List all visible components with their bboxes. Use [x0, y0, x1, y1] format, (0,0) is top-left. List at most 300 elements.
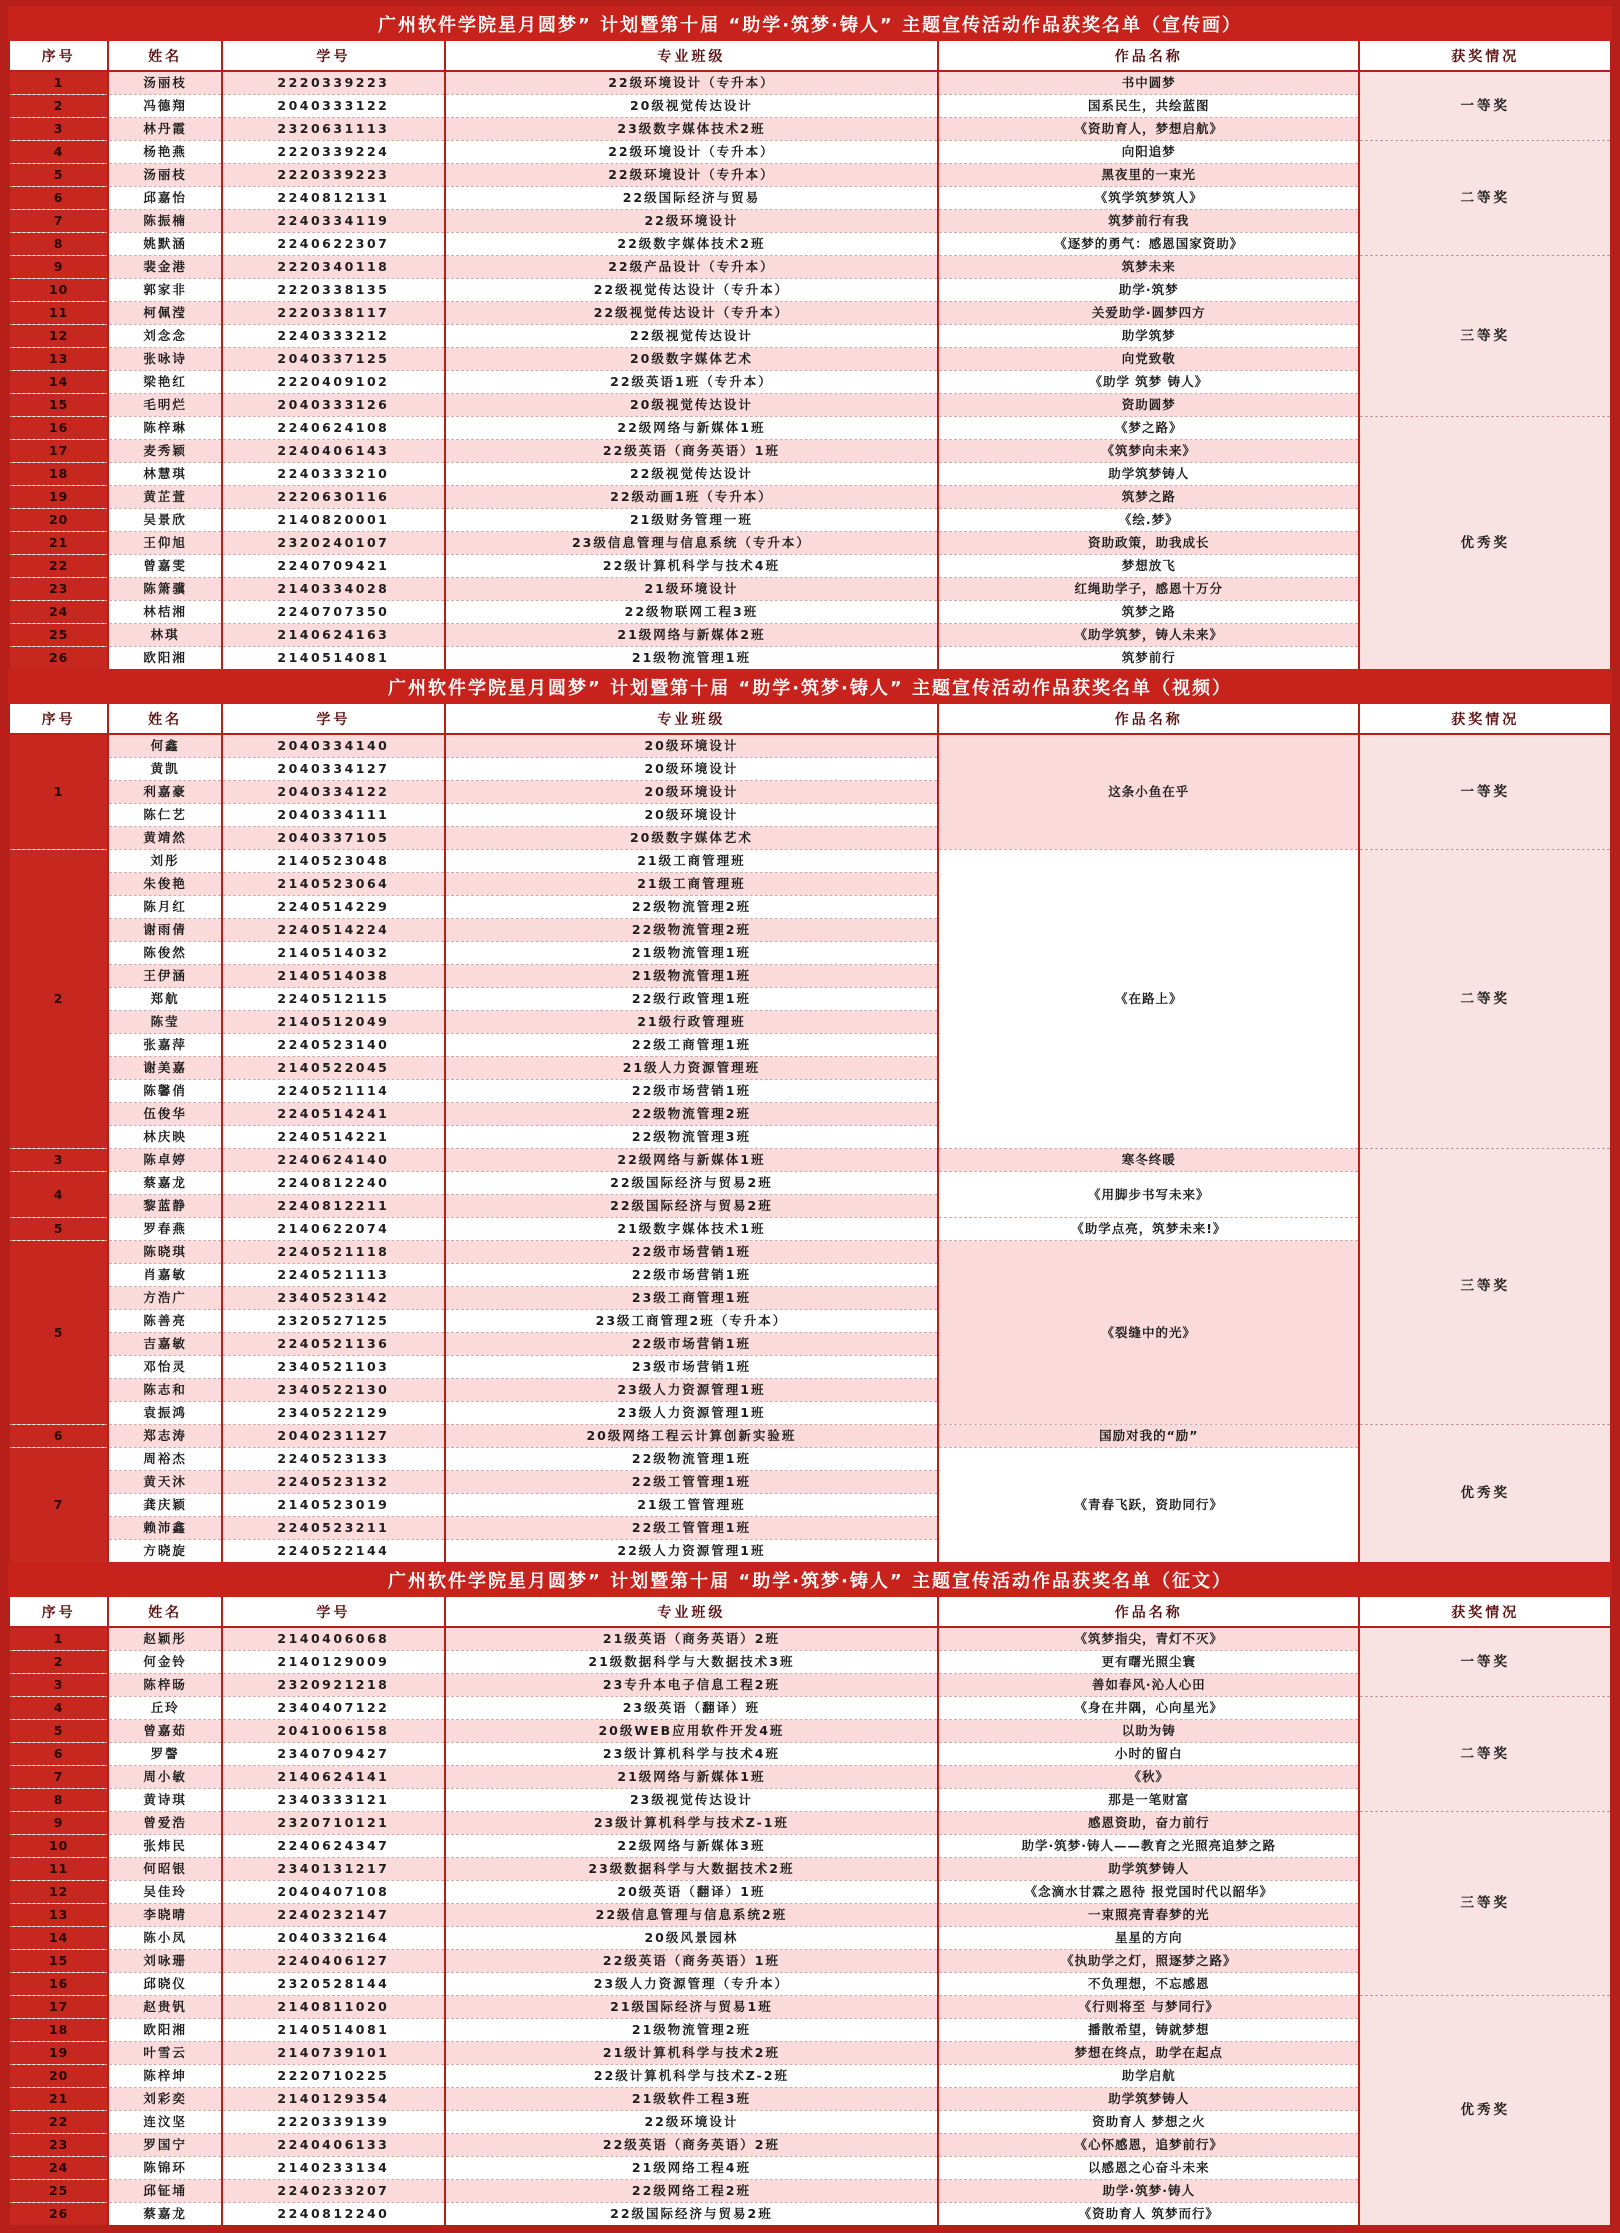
name-cell: 陈梓琳 [108, 417, 222, 440]
serial-cell: 5 [9, 164, 108, 187]
serial-cell: 16 [9, 1973, 108, 1996]
class-cell: 21级工商管理班 [445, 873, 938, 896]
name-cell: 陈小凤 [108, 1927, 222, 1950]
work-title-cell: 小时的留白 [938, 1743, 1359, 1766]
class-cell: 22级物联网工程3班 [445, 601, 938, 624]
class-cell: 22级工管管理1班 [445, 1471, 938, 1494]
name-cell: 黄凯 [108, 758, 222, 781]
name-cell: 刘咏珊 [108, 1950, 222, 1973]
student-id-cell: 2240523132 [222, 1471, 445, 1494]
table-row [9, 850, 1611, 873]
work-title-cell: 助学·筑梦·铸人 [938, 2180, 1359, 2203]
serial-cell: 5 [9, 1218, 108, 1241]
table-section-video [8, 669, 1612, 1562]
name-cell: 杨艳燕 [108, 141, 222, 164]
class-cell: 22级人力资源管理1班 [445, 1540, 938, 1563]
column-header: 姓名 [108, 704, 222, 734]
table-head [9, 41, 1611, 71]
table-row [9, 1697, 1611, 1720]
student-id-cell: 2040332164 [222, 1927, 445, 1950]
serial-cell: 12 [9, 325, 108, 348]
name-cell: 陈锦环 [108, 2157, 222, 2180]
serial-cell: 19 [9, 486, 108, 509]
column-header: 姓名 [108, 41, 222, 71]
name-cell: 汤丽枝 [108, 71, 222, 95]
name-cell: 罗国宁 [108, 2134, 222, 2157]
column-header: 学号 [222, 704, 445, 734]
class-cell: 22级物流管理2班 [445, 896, 938, 919]
work-title-cell: 助学筑梦 [938, 325, 1359, 348]
name-cell: 陈月红 [108, 896, 222, 919]
column-header: 序号 [9, 1597, 108, 1627]
award-cell: 一等奖 [1359, 734, 1611, 850]
class-cell: 22级视觉传达设计 [445, 463, 938, 486]
work-title-cell: 《青春飞跃，资助同行》 [938, 1448, 1359, 1563]
class-cell: 20级环境设计 [445, 758, 938, 781]
name-cell: 赖沛鑫 [108, 1517, 222, 1540]
work-title-cell: 筑梦之路 [938, 486, 1359, 509]
student-id-cell: 2220339223 [222, 164, 445, 187]
serial-cell: 22 [9, 2111, 108, 2134]
student-id-cell: 2220339224 [222, 141, 445, 164]
class-cell: 23级人力资源管理（专升本） [445, 1973, 938, 1996]
student-id-cell: 2340522129 [222, 1402, 445, 1425]
class-cell: 22级网络与新媒体1班 [445, 1149, 938, 1172]
name-cell: 王伊涵 [108, 965, 222, 988]
class-cell: 20级WEB应用软件开发4班 [445, 1720, 938, 1743]
work-title-cell: 助学·筑梦 [938, 279, 1359, 302]
work-title-cell: 筑梦之路 [938, 601, 1359, 624]
class-cell: 22级市场营销1班 [445, 1333, 938, 1356]
work-title-cell: 黑夜里的一束光 [938, 164, 1359, 187]
student-id-cell: 2240333210 [222, 463, 445, 486]
student-id-cell: 2140514081 [222, 647, 445, 670]
student-id-cell: 2340709427 [222, 1743, 445, 1766]
work-title-cell: 善如春风·沁人心田 [938, 1674, 1359, 1697]
serial-cell: 5 [9, 1241, 108, 1425]
serial-cell: 4 [9, 141, 108, 164]
work-title-cell: 《逐梦的勇气：感恩国家资助》 [938, 233, 1359, 256]
class-cell: 22级网络与新媒体1班 [445, 417, 938, 440]
work-title-cell: 资助政策，助我成长 [938, 532, 1359, 555]
class-cell: 21级工管管理班 [445, 1494, 938, 1517]
class-cell: 22级网络与新媒体3班 [445, 1835, 938, 1858]
student-id-cell: 2240406127 [222, 1950, 445, 1973]
serial-cell: 20 [9, 2065, 108, 2088]
serial-cell: 14 [9, 1927, 108, 1950]
name-cell: 陈箫骥 [108, 578, 222, 601]
class-cell: 22级行政管理1班 [445, 988, 938, 1011]
name-cell: 黎蓝静 [108, 1195, 222, 1218]
class-cell: 23级计算机科学与技术Z-1班 [445, 1812, 938, 1835]
work-title-cell: 《身在井隅，心向星光》 [938, 1697, 1359, 1720]
column-header: 姓名 [108, 1597, 222, 1627]
class-cell: 21级数字媒体技术1班 [445, 1218, 938, 1241]
work-title-cell: 资助圆梦 [938, 394, 1359, 417]
table-head [9, 704, 1611, 734]
work-title-cell: 梦想放飞 [938, 555, 1359, 578]
serial-cell: 15 [9, 394, 108, 417]
name-cell: 邱嘉怡 [108, 187, 222, 210]
column-header: 专业班级 [445, 1597, 938, 1627]
serial-cell: 25 [9, 2180, 108, 2203]
work-title-cell: 《筑梦指尖，青灯不灭》 [938, 1627, 1359, 1651]
student-id-cell: 2040334111 [222, 804, 445, 827]
serial-cell: 22 [9, 555, 108, 578]
work-title-cell: 星星的方向 [938, 1927, 1359, 1950]
serial-cell: 3 [9, 118, 108, 141]
class-cell: 21级网络工程4班 [445, 2157, 938, 2180]
student-id-cell: 2240521118 [222, 1241, 445, 1264]
student-id-cell: 2140523064 [222, 873, 445, 896]
class-cell: 23级数字媒体技术2班 [445, 118, 938, 141]
class-cell: 21级人力资源管理班 [445, 1057, 938, 1080]
work-title-cell: 一束照亮青春梦的光 [938, 1904, 1359, 1927]
serial-cell: 12 [9, 1881, 108, 1904]
serial-cell: 3 [9, 1149, 108, 1172]
class-cell: 20级数字媒体艺术 [445, 827, 938, 850]
name-cell: 黄靖然 [108, 827, 222, 850]
work-title-cell: 更有曙光照尘寰 [938, 1651, 1359, 1674]
student-id-cell: 2041006158 [222, 1720, 445, 1743]
name-cell: 林桔湘 [108, 601, 222, 624]
class-cell: 22级物流管理2班 [445, 1103, 938, 1126]
work-title-cell: 以感恩之心奋斗未来 [938, 2157, 1359, 2180]
name-cell: 肖嘉敏 [108, 1264, 222, 1287]
column-header: 作品名称 [938, 704, 1359, 734]
class-cell: 22级网络工程2班 [445, 2180, 938, 2203]
student-id-cell: 2220339223 [222, 71, 445, 95]
name-cell: 罗春燕 [108, 1218, 222, 1241]
serial-cell: 1 [9, 71, 108, 95]
serial-cell: 11 [9, 302, 108, 325]
work-title-cell: 《念滴水甘霖之恩待 报党国时代以韶华》 [938, 1881, 1359, 1904]
student-id-cell: 2240812211 [222, 1195, 445, 1218]
name-cell: 柯佩滢 [108, 302, 222, 325]
name-cell: 陈志和 [108, 1379, 222, 1402]
serial-cell: 21 [9, 2088, 108, 2111]
name-cell: 曾爱浩 [108, 1812, 222, 1835]
serial-cell: 7 [9, 1448, 108, 1563]
serial-cell: 19 [9, 2042, 108, 2065]
student-id-cell: 2140523019 [222, 1494, 445, 1517]
award-table-poster [8, 41, 1612, 669]
class-cell: 20级环境设计 [445, 781, 938, 804]
student-id-cell: 2240812240 [222, 1172, 445, 1195]
name-cell: 陈俊然 [108, 942, 222, 965]
table-row [9, 1149, 1611, 1172]
student-id-cell: 2320710121 [222, 1812, 445, 1835]
student-id-cell: 2240514224 [222, 919, 445, 942]
work-title-cell: 资助育人 梦想之火 [938, 2111, 1359, 2134]
student-id-cell: 2240522144 [222, 1540, 445, 1563]
name-cell: 何鑫 [108, 734, 222, 758]
class-cell: 23级市场营销1班 [445, 1356, 938, 1379]
class-cell: 22级信息管理与信息系统2班 [445, 1904, 938, 1927]
serial-cell: 2 [9, 1651, 108, 1674]
work-title-cell: 助学筑梦铸人 [938, 2088, 1359, 2111]
work-title-cell: 《在路上》 [938, 850, 1359, 1149]
name-cell: 陈振楠 [108, 210, 222, 233]
class-cell: 22级市场营销1班 [445, 1264, 938, 1287]
student-id-cell: 2240514229 [222, 896, 445, 919]
column-header: 专业班级 [445, 704, 938, 734]
name-cell: 邱钲埇 [108, 2180, 222, 2203]
work-title-cell: 以助为铸 [938, 1720, 1359, 1743]
student-id-cell: 2320528144 [222, 1973, 445, 1996]
student-id-cell: 2220710225 [222, 2065, 445, 2088]
student-id-cell: 2320631113 [222, 118, 445, 141]
student-id-cell: 2040407108 [222, 1881, 445, 1904]
class-cell: 22级视觉传达设计（专升本） [445, 279, 938, 302]
class-cell: 21级环境设计 [445, 578, 938, 601]
student-id-cell: 2040337125 [222, 348, 445, 371]
name-cell: 周小敏 [108, 1766, 222, 1789]
name-cell: 龚庆颖 [108, 1494, 222, 1517]
serial-cell: 25 [9, 624, 108, 647]
student-id-cell: 2140406068 [222, 1627, 445, 1651]
award-table-essay [8, 1597, 1612, 2225]
class-cell: 22级工管管理1班 [445, 1517, 938, 1540]
class-cell: 21级网络与新媒体2班 [445, 624, 938, 647]
serial-cell: 8 [9, 233, 108, 256]
class-cell: 22级英语（商务英语）1班 [445, 440, 938, 463]
class-cell: 23级人力资源管理1班 [445, 1379, 938, 1402]
serial-cell: 10 [9, 279, 108, 302]
award-cell: 一等奖 [1359, 1627, 1611, 1697]
class-cell: 22级物流管理2班 [445, 919, 938, 942]
table-row [9, 141, 1611, 164]
award-cell: 二等奖 [1359, 850, 1611, 1149]
table-row [9, 734, 1611, 758]
name-cell: 罗謦 [108, 1743, 222, 1766]
student-id-cell: 2140523048 [222, 850, 445, 873]
work-title-cell: 《绘.梦》 [938, 509, 1359, 532]
name-cell: 张咏诗 [108, 348, 222, 371]
name-cell: 方浩广 [108, 1287, 222, 1310]
name-cell: 黄诗琪 [108, 1789, 222, 1812]
class-cell: 22级环境设计 [445, 2111, 938, 2134]
work-title-cell: 《执助学之灯，照逐梦之路》 [938, 1950, 1359, 1973]
class-cell: 22级数字媒体技术2班 [445, 233, 938, 256]
name-cell: 利嘉豪 [108, 781, 222, 804]
student-id-cell: 2140522045 [222, 1057, 445, 1080]
class-cell: 21级工商管理班 [445, 850, 938, 873]
work-title-cell: 《资助育人 筑梦而行》 [938, 2203, 1359, 2226]
serial-cell: 17 [9, 1996, 108, 2019]
table-row [9, 1425, 1611, 1448]
name-cell: 吴景欣 [108, 509, 222, 532]
name-cell: 王仰旭 [108, 532, 222, 555]
student-id-cell: 2240232147 [222, 1904, 445, 1927]
class-cell: 23级英语（翻译）班 [445, 1697, 938, 1720]
class-cell: 22级计算机科学与技术4班 [445, 555, 938, 578]
work-title-cell: 书中圆梦 [938, 71, 1359, 95]
student-id-cell: 2240812131 [222, 187, 445, 210]
serial-cell: 17 [9, 440, 108, 463]
name-cell: 曾嘉茹 [108, 1720, 222, 1743]
column-header: 获奖情况 [1359, 41, 1611, 71]
column-header: 获奖情况 [1359, 704, 1611, 734]
serial-cell: 4 [9, 1172, 108, 1218]
award-cell: 三等奖 [1359, 1812, 1611, 1996]
serial-cell: 2 [9, 850, 108, 1149]
header-row [9, 704, 1611, 734]
name-cell: 冯德翔 [108, 95, 222, 118]
work-title-cell: 《筑学筑梦筑人》 [938, 187, 1359, 210]
serial-cell: 26 [9, 2203, 108, 2226]
class-cell: 22级环境设计（专升本） [445, 141, 938, 164]
name-cell: 李晓晴 [108, 1904, 222, 1927]
class-cell: 22级视觉传达设计 [445, 325, 938, 348]
student-id-cell: 2140514038 [222, 965, 445, 988]
name-cell: 蔡嘉龙 [108, 1172, 222, 1195]
column-header: 序号 [9, 41, 108, 71]
student-id-cell: 2220630116 [222, 486, 445, 509]
column-header: 学号 [222, 1597, 445, 1627]
work-title-cell: 筑梦前行 [938, 647, 1359, 670]
serial-cell: 13 [9, 348, 108, 371]
column-header: 作品名称 [938, 1597, 1359, 1627]
name-cell: 郑航 [108, 988, 222, 1011]
class-cell: 21级物流管理1班 [445, 942, 938, 965]
class-cell: 23专升本电子信息工程2班 [445, 1674, 938, 1697]
class-cell: 20级视觉传达设计 [445, 394, 938, 417]
name-cell: 郭家非 [108, 279, 222, 302]
class-cell: 22级环境设计（专升本） [445, 164, 938, 187]
name-cell: 陈仁艺 [108, 804, 222, 827]
work-title-cell: 《行则将至 与梦同行》 [938, 1996, 1359, 2019]
header-row [9, 41, 1611, 71]
table-row [9, 417, 1611, 440]
class-cell: 21级数据科学与大数据技术3班 [445, 1651, 938, 1674]
award-cell: 二等奖 [1359, 141, 1611, 256]
class-cell: 23级数据科学与大数据技术2班 [445, 1858, 938, 1881]
student-id-cell: 2140739101 [222, 2042, 445, 2065]
class-cell: 22级物流管理1班 [445, 1448, 938, 1471]
student-id-cell: 2040333122 [222, 95, 445, 118]
name-cell: 袁振鸿 [108, 1402, 222, 1425]
class-cell: 22级工商管理1班 [445, 1034, 938, 1057]
serial-cell: 8 [9, 1789, 108, 1812]
class-cell: 23级视觉传达设计 [445, 1789, 938, 1812]
student-id-cell: 2220409102 [222, 371, 445, 394]
class-cell: 21级财务管理一班 [445, 509, 938, 532]
student-id-cell: 2240406143 [222, 440, 445, 463]
serial-cell: 15 [9, 1950, 108, 1973]
work-title-cell: 《秋》 [938, 1766, 1359, 1789]
name-cell: 赵贵钒 [108, 1996, 222, 2019]
student-id-cell: 2340407122 [222, 1697, 445, 1720]
name-cell: 张炜民 [108, 1835, 222, 1858]
student-id-cell: 2140514032 [222, 942, 445, 965]
student-id-cell: 2240523211 [222, 1517, 445, 1540]
column-header: 专业班级 [445, 41, 938, 71]
class-cell: 22级英语（商务英语）2班 [445, 2134, 938, 2157]
table-row [9, 1812, 1611, 1835]
serial-cell: 24 [9, 601, 108, 624]
name-cell: 陈梓旸 [108, 1674, 222, 1697]
class-cell: 22级产品设计（专升本） [445, 256, 938, 279]
class-cell: 22级英语（商务英语）1班 [445, 1950, 938, 1973]
student-id-cell: 2140624163 [222, 624, 445, 647]
student-id-cell: 2140624141 [222, 1766, 445, 1789]
award-table-video [8, 704, 1612, 1562]
table-body [9, 734, 1611, 1562]
class-cell: 22级环境设计 [445, 210, 938, 233]
class-cell: 21级英语（商务英语）2班 [445, 1627, 938, 1651]
work-title-cell: 这条小鱼在乎 [938, 734, 1359, 850]
table-row [9, 1996, 1611, 2019]
serial-cell: 26 [9, 647, 108, 670]
work-title-cell: 助学启航 [938, 2065, 1359, 2088]
name-cell: 汤丽枝 [108, 164, 222, 187]
student-id-cell: 2240333212 [222, 325, 445, 348]
name-cell: 林丹霞 [108, 118, 222, 141]
class-cell: 21级物流管理1班 [445, 647, 938, 670]
student-id-cell: 2240521136 [222, 1333, 445, 1356]
tables-root [8, 6, 1612, 2225]
class-cell: 22级物流管理3班 [445, 1126, 938, 1149]
student-id-cell: 2240523140 [222, 1034, 445, 1057]
name-cell: 赵颖彤 [108, 1627, 222, 1651]
student-id-cell: 2240523133 [222, 1448, 445, 1471]
class-cell: 21级物流管理1班 [445, 965, 938, 988]
student-id-cell: 2140129354 [222, 2088, 445, 2111]
student-id-cell: 2240624347 [222, 1835, 445, 1858]
column-header: 序号 [9, 704, 108, 734]
class-cell: 21级计算机科学与技术2班 [445, 2042, 938, 2065]
table-body [9, 1627, 1611, 2225]
work-title-cell: 寒冬终暖 [938, 1149, 1359, 1172]
name-cell: 丘玲 [108, 1697, 222, 1720]
serial-cell: 1 [9, 734, 108, 850]
serial-cell: 2 [9, 95, 108, 118]
table-row [9, 1627, 1611, 1651]
name-cell: 张嘉萍 [108, 1034, 222, 1057]
student-id-cell: 2140820001 [222, 509, 445, 532]
serial-cell: 10 [9, 1835, 108, 1858]
student-id-cell: 2040337105 [222, 827, 445, 850]
class-cell: 22级国际经济与贸易2班 [445, 1172, 938, 1195]
student-id-cell: 2240406133 [222, 2134, 445, 2157]
award-cell: 优秀奖 [1359, 417, 1611, 670]
name-cell: 梁艳红 [108, 371, 222, 394]
student-id-cell: 2340523142 [222, 1287, 445, 1310]
class-cell: 22级国际经济与贸易 [445, 187, 938, 210]
work-title-cell: 《心怀感恩，追梦前行》 [938, 2134, 1359, 2157]
student-id-cell: 2320527125 [222, 1310, 445, 1333]
table-title-video: 广州软件学院星月圆梦” 计划暨第十届 “助学·筑梦·铸人” 主题宣传活动作品获奖名单（视频） [8, 669, 1612, 704]
class-cell: 22级国际经济与贸易2班 [445, 2203, 938, 2226]
class-cell: 22级英语1班（专升本） [445, 371, 938, 394]
name-cell: 蔡嘉龙 [108, 2203, 222, 2226]
name-cell: 叶雪云 [108, 2042, 222, 2065]
serial-cell: 21 [9, 532, 108, 555]
serial-cell: 3 [9, 1674, 108, 1697]
name-cell: 邓怡灵 [108, 1356, 222, 1379]
table-row [9, 71, 1611, 95]
award-cell: 优秀奖 [1359, 1425, 1611, 1563]
serial-cell: 16 [9, 417, 108, 440]
student-id-cell: 2140622074 [222, 1218, 445, 1241]
serial-cell: 1 [9, 1627, 108, 1651]
name-cell: 吉嘉敏 [108, 1333, 222, 1356]
name-cell: 林琪 [108, 624, 222, 647]
work-title-cell: 《助学点亮，筑梦未来!》 [938, 1218, 1359, 1241]
work-title-cell: 筑梦前行有我 [938, 210, 1359, 233]
table-title-essay: 广州软件学院星月圆梦” 计划暨第十届 “助学·筑梦·铸人” 主题宣传活动作品获奖名单（征文） [8, 1562, 1612, 1597]
